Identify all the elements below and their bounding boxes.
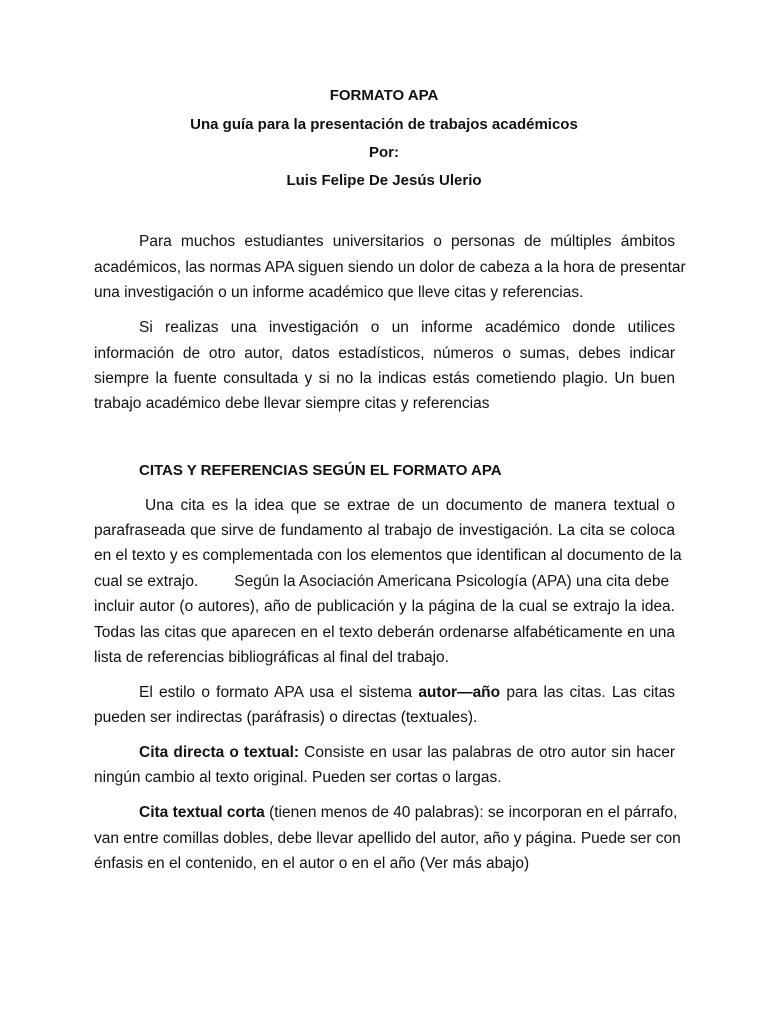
section-p4-line bbox=[139, 803, 678, 823]
intro-p2-line: siempre la fuente consultada y si no la indicas estás cometiendo plagio. Un buen bbox=[94, 370, 675, 387]
intro-p1-line: Para muchos estudiantes universitarios o personas de múltiples ámbitos bbox=[139, 233, 675, 250]
section-p1-line bbox=[94, 572, 675, 592]
section-p1-fragment: cual se extrajo. bbox=[94, 573, 199, 590]
intro-p2-line: información de otro autor, datos estadísticos, números o sumas, debes indicar bbox=[94, 345, 675, 362]
section-p1-line: parafraseada que sirve de fundamento al trabajo de investigación. La cita se coloca bbox=[94, 522, 675, 539]
by-label: Por: bbox=[369, 144, 399, 161]
document-subtitle: Una guía para la presentación de trabajos académicos bbox=[190, 116, 578, 133]
section-p4-bold: Cita textual corta bbox=[139, 804, 265, 821]
section-heading: CITAS Y REFERENCIAS SEGÚN EL FORMATO APA bbox=[139, 462, 502, 479]
section-p1-line: Una cita es la idea que se extrae de un documento de manera textual o bbox=[145, 497, 675, 514]
section-p1-line: Todas las citas que aparecen en el texto deberán ordenarse alfabéticamente en una bbox=[94, 624, 675, 641]
intro-p2-line: trabajo académico debe llevar siempre citas y referencias bbox=[94, 395, 490, 412]
section-p2-line: pueden ser indirectas (paráfrasis) o directas (textuales). bbox=[94, 709, 478, 726]
section-p3-bold: Cita directa o textual: bbox=[139, 744, 300, 761]
author-name: Luis Felipe De Jesús Ulerio bbox=[286, 172, 482, 189]
section-p3-text: Consiste en usar las palabras de otro autor sin hacer bbox=[299, 744, 675, 761]
section-p1-line: incluir autor (o autores), año de publicación y la página de la cual se extrajo la idea. bbox=[94, 598, 675, 615]
intro-p1-line: una investigación o un informe académico que lleve citas y referencias. bbox=[94, 284, 584, 301]
section-p1-fragment: Según la Asociación Americana Psicología (APA) una cita debe bbox=[234, 573, 670, 590]
section-p1-line: lista de referencias bibliográficas al final del trabajo. bbox=[94, 649, 449, 666]
section-p2-bold: autor—año bbox=[418, 684, 501, 701]
section-p2-text: El estilo o formato APA usa el sistema bbox=[139, 684, 419, 701]
intro-p2-line: Si realizas una investigación o un informe académico donde utilices bbox=[139, 319, 675, 336]
section-p1-line: en el texto y es complementada con los elementos que identifican al documento de la bbox=[94, 547, 682, 564]
section-p2-text: para las citas. Las citas bbox=[500, 684, 675, 701]
intro-p1-line: académicos, las normas APA siguen siendo un dolor de cabeza a la hora de presentar bbox=[94, 259, 686, 276]
section-p4-line: van entre comillas dobles, debe llevar apellido del autor, año y página. Puede ser con bbox=[94, 830, 681, 847]
section-p4-text: (tienen menos de 40 palabras): se incorporan en el párrafo, bbox=[264, 804, 678, 821]
section-p2-line bbox=[139, 683, 675, 703]
section-p4-line: énfasis en el contenido, en el autor o en el año (Ver más abajo) bbox=[94, 855, 530, 872]
section-p3-line: ningún cambio al texto original. Pueden ser cortas o largas. bbox=[94, 769, 502, 786]
section-p3-line bbox=[139, 743, 675, 763]
document-title: FORMATO APA bbox=[329, 87, 439, 104]
